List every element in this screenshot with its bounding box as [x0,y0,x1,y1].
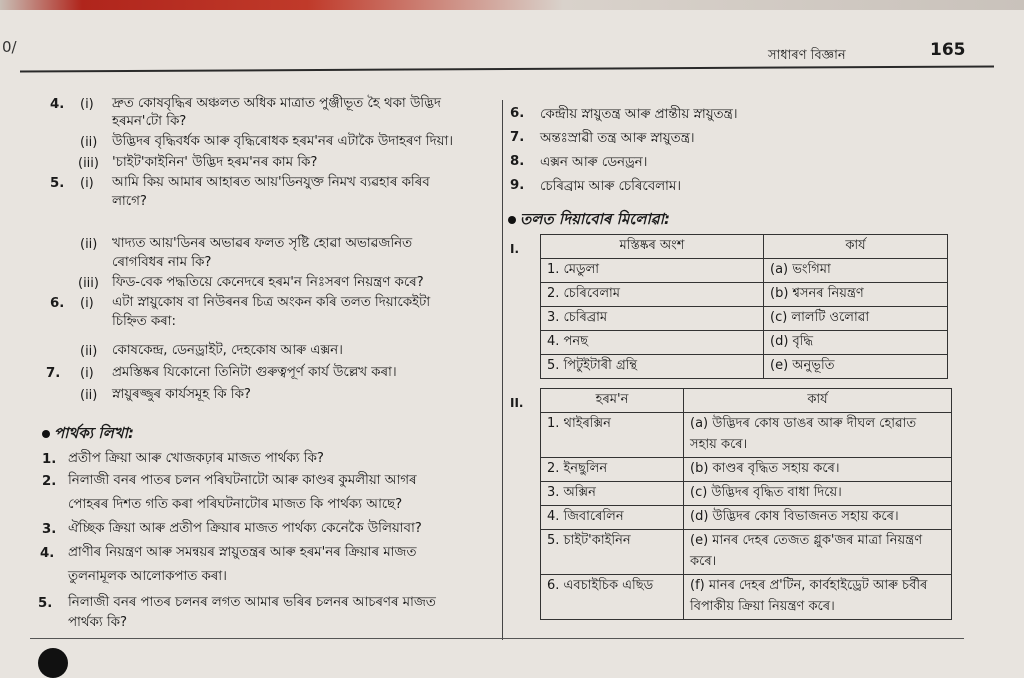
column-divider [502,100,503,640]
q6-ii-text: কোষকেন্দ্ৰ, ডেনড্ৰাইট, দেহকোষ আৰু এক্সন। [112,343,343,358]
table-cell: (f) মানৰ দেহৰ প্ৰ'টিন, কাৰ্বহাইড্ৰেট আৰু চৰ্বীৰ বিপাকীয় ক্ৰিয়া নিয়ন্ত্ৰণ কৰে। [684,575,952,620]
table-row [541,259,948,283]
table-row [541,307,948,331]
table-row [541,458,952,482]
table-row [541,331,948,355]
table-cell: 1. থাইৰক্সিন [541,413,684,458]
q6-i-line1: এটা স্নায়ুকোষ বা নিউৰনৰ চিত্ৰ অংকন কৰি তলত দিয়াকেইটা [112,295,431,310]
table-cell: (d) উদ্ভিদৰ কোষ বিভাজনত সহায় কৰে। [684,506,952,530]
match-table-1 [540,234,948,379]
table-row [541,482,952,506]
table2-header-function: কাৰ্য [684,389,952,413]
q7-number: 7. [46,366,61,381]
table-cell: (b) শ্বসনৰ নিয়ন্ত্ৰণ [764,283,948,307]
q6-number: 6. [50,296,65,311]
q5-ii-line2: ৰোগবিধৰ নাম কি? [112,255,212,270]
running-header: সাধাৰণ বিজ্ঞান [768,48,846,63]
table-cell: (e) অনুভূতি [764,355,948,379]
table-header-row [541,235,948,259]
q4-i-line2: হৰমন'টো কি? [112,114,187,129]
q4-ii-label: (ii) [80,135,98,150]
q5-i-line1: আমি কিয় আমাৰ আহাৰত আয়'ডিনযুক্ত নিমখ ব্যৱহাৰ কৰিব [112,175,430,190]
table-cell: 2. চেৰিবেলাম [541,283,764,307]
diff-5-line1: নিলাজী বনৰ পাতৰ চলনৰ লগত আমাৰ ভৰিৰ চলনৰ আচৰণৰ মাজত [68,595,436,610]
table-row [541,506,952,530]
r-item-8-number: 8. [510,154,525,169]
table-row [541,575,952,620]
table-row [541,530,952,575]
table-cell: (c) লালটি ওলোৱা [764,307,948,331]
table-cell: (a) ভংগিমা [764,259,948,283]
table-cell: 3. চেৰিব্ৰাম [541,307,764,331]
diff-2-line2: পোহৰৰ দিশত গতি কৰা পৰিঘটনাটোৰ মাজত কি পাৰ্থক্য আছে? [68,497,403,512]
table1-label: I. [510,242,520,256]
table2-label: II. [510,396,524,410]
table-cell: 2. ইনছুলিন [541,458,684,482]
diff-2-line1: নিলাজী বনৰ পাতৰ চলন পৰিঘটনাটো আৰু কাণ্ডৰ কুমলীয়া আগৰ [68,473,417,488]
page-number: 165 [930,40,966,60]
corner-dot [38,648,68,678]
diff-4-line2: তুলনামূলক আলোকপাত কৰা। [68,569,227,584]
table1-header-part: মস্তিষ্কৰ অংশ [541,235,764,259]
match-heading [508,208,670,233]
diff-2-number: 2. [42,474,57,489]
r-item-9-text: চেৰিব্ৰাম আৰু চেৰিবেলাম। [540,179,682,194]
q7-i-label: (i) [80,366,94,381]
table-cell: 4. পনছ [541,331,764,355]
diff-5-number: 5. [38,596,53,611]
q5-i-line2: লাগে? [112,194,147,209]
q7-ii-label: (ii) [80,388,98,403]
r-item-6-number: 6. [510,106,525,121]
bullet-icon [42,430,50,438]
q5-number: 5. [50,176,65,191]
footer-rule [30,638,964,639]
table-cell: 6. এবচাইচিক এছিড [541,575,684,620]
q6-i-label: (i) [80,296,94,311]
r-item-8-text: এক্সন আৰু ডেনড্ৰন। [540,155,648,170]
table-cell: 5. চাইট'কাইনিন [541,530,684,575]
q4-iii-text: 'চাইট'কাইনিন' উদ্ভিদ হৰম'নৰ কাম কি? [112,155,318,170]
q4-iii-label: (iii) [78,156,99,171]
table-cell: (c) উদ্ভিদৰ বৃদ্ধিত বাধা দিয়ে। [684,482,952,506]
table-cell: (d) বৃদ্ধি [764,331,948,355]
q5-i-label: (i) [80,176,94,191]
table2-header-hormone: হৰম'ন [541,389,684,413]
table-row [541,355,948,379]
table-cell: 5. পিটুইটাৰী গ্ৰন্থি [541,355,764,379]
difference-heading-text: পাৰ্থক্য লিখা: [54,424,134,442]
q5-ii-label: (ii) [80,237,98,252]
difference-heading [42,422,134,447]
q4-i-line1: দ্ৰুত কোষবৃদ্ধিৰ অঞ্চলত অধিক মাত্ৰাত পুঞ্জীভূত হৈ থকা উদ্ভিদ [112,96,441,111]
diff-4-number: 4. [40,546,55,561]
q7-i-text: প্ৰমস্তিষ্কৰ যিকোনো তিনিটা গুৰুত্বপূৰ্ণ কাৰ্য উল্লেখ কৰা। [112,365,397,380]
margin-mark: 0/ [2,38,17,56]
page-top-edge [0,0,1024,10]
table-cell: (a) উদ্ভিদৰ কোষ ডাঙৰ আৰু দীঘল হোৱাত সহায় কৰে। [684,413,952,458]
q4-number: 4. [50,97,65,112]
q4-i-label: (i) [80,97,94,112]
table-cell: 4. জিবাৰেলিন [541,506,684,530]
diff-5-line2: পাৰ্থক্য কি? [68,615,128,630]
table-row [541,413,952,458]
q7-ii-text: স্নায়ুৰজ্জুৰ কাৰ্যসমূহ কি কি? [112,387,251,402]
diff-1-number: 1. [42,452,57,467]
table-cell: (e) মানৰ দেহৰ তেজত গ্লুক'জৰ মাত্ৰা নিয়ন্ত্ৰণ কৰে। [684,530,952,575]
table1-header-function: কাৰ্য [764,235,948,259]
header-rule [20,65,994,72]
table-row [541,283,948,307]
match-table-2 [540,388,952,620]
diff-3-line1: ঐচ্ছিক ক্ৰিয়া আৰু প্ৰতীপ ক্ৰিয়াৰ মাজত পাৰ্থক্য কেনেকৈ উলিয়াবা? [68,521,422,536]
q5-ii-line1: খাদ্যত আয়'ডিনৰ অভাৱৰ ফলত সৃষ্টি হোৱা অভাৱজনিত [112,236,413,251]
r-item-7-text: অন্তঃস্ৰাৱী তন্ত্ৰ আৰু স্নায়ুতন্ত্ৰ। [540,131,695,146]
match-heading-text: তলত দিয়াবোৰ মিলোৱা: [520,210,670,228]
table-cell: 1. মেডুলা [541,259,764,283]
q4-ii-text: উদ্ভিদৰ বৃদ্ধিবৰ্ধক আৰু বৃদ্ধিৰোধক হৰম'নৰ এটাকৈ উদাহৰণ দিয়া। [112,134,454,149]
diff-4-line1: প্ৰাণীৰ নিয়ন্ত্ৰণ আৰু সমন্বয়ৰ স্নায়ুতন্ত্ৰৰ আৰু হৰম'নৰ ক্ৰিয়াৰ মাজত [68,545,417,560]
q6-ii-label: (ii) [80,344,98,359]
q6-i-line2: চিহ্নিত কৰা: [112,314,177,329]
q5-iii-text: ফিড-বেক পদ্ধতিয়ে কেনেদৰে হৰম'ন নিঃসৰণ নিয়ন্ত্ৰণ কৰে? [112,275,424,290]
table-header-row [541,389,952,413]
diff-3-number: 3. [42,522,57,537]
r-item-9-number: 9. [510,178,525,193]
diff-1-line1: প্ৰতীপ ক্ৰিয়া আৰু খোজকঢ়াৰ মাজত পাৰ্থক্য কি? [68,451,324,466]
table-cell: (b) কাণ্ডৰ বৃদ্ধিত সহায় কৰে। [684,458,952,482]
r-item-6-text: কেন্দ্ৰীয় স্নায়ুতন্ত্ৰ আৰু প্ৰান্তীয় স্নায়ুতন্ত্ৰ। [540,107,738,122]
table-cell: 3. অক্সিন [541,482,684,506]
bullet-icon [508,216,516,224]
q5-iii-label: (iii) [78,276,99,291]
r-item-7-number: 7. [510,130,525,145]
